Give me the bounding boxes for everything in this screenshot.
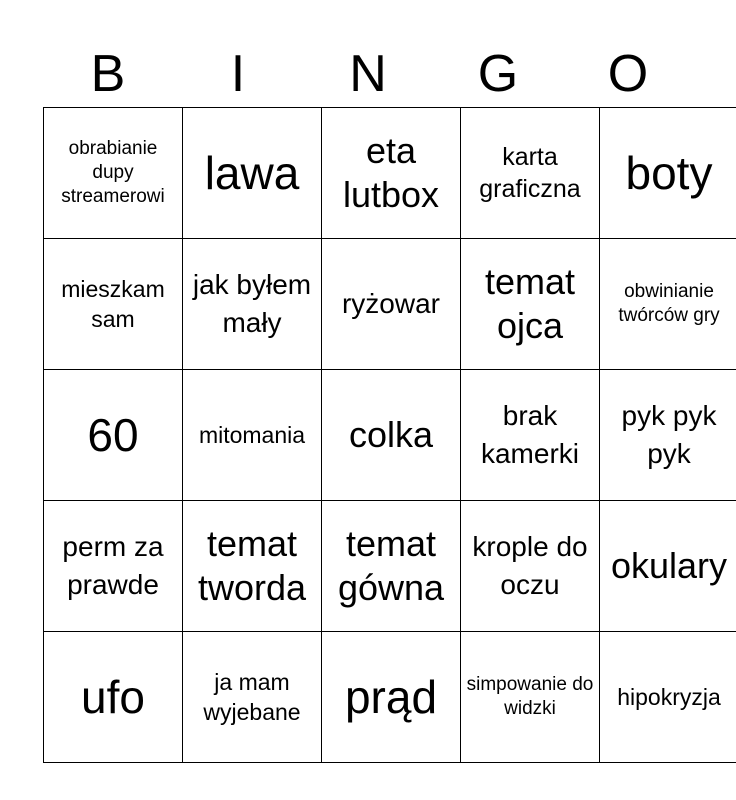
bingo-cell[interactable]: colka xyxy=(322,370,461,501)
bingo-cell[interactable]: obrabianie dupy streamerowi xyxy=(44,108,183,239)
bingo-header xyxy=(43,40,693,108)
bingo-cell[interactable]: temat tworda xyxy=(183,501,322,632)
header-letter-n: N xyxy=(349,45,387,103)
board-row xyxy=(44,370,736,501)
bingo-board xyxy=(43,107,736,763)
board-row xyxy=(44,501,736,632)
bingo-cell[interactable]: krople do oczu xyxy=(461,501,600,632)
header-letter-i: I xyxy=(230,45,246,103)
bingo-cell[interactable]: eta lutbox xyxy=(322,108,461,239)
bingo-cell[interactable]: mieszkam sam xyxy=(44,239,183,370)
bingo-cell[interactable]: jak byłem mały xyxy=(183,239,322,370)
bingo-cell[interactable]: 60 xyxy=(44,370,183,501)
bingo-cell[interactable]: pyk pyk pyk xyxy=(600,370,736,501)
board-row xyxy=(44,108,736,239)
bingo-cell[interactable]: simpowanie do widzki xyxy=(461,632,600,763)
bingo-cell[interactable]: brak kamerki xyxy=(461,370,600,501)
header-letter-o: O xyxy=(607,45,649,103)
bingo-cell[interactable]: temat ojca xyxy=(461,239,600,370)
bingo-cell[interactable]: okulary xyxy=(600,501,736,632)
bingo-cell[interactable]: ufo xyxy=(44,632,183,763)
header-letter-g: G xyxy=(477,45,519,103)
bingo-cell[interactable]: ja mam wyjebane xyxy=(183,632,322,763)
bingo-cell[interactable]: lawa xyxy=(183,108,322,239)
bingo-cell[interactable]: karta graficzna xyxy=(461,108,600,239)
bingo-cell[interactable]: obwinianie twórców gry xyxy=(600,239,736,370)
board-row xyxy=(44,239,736,370)
bingo-cell[interactable]: mitomania xyxy=(183,370,322,501)
bingo-cell[interactable]: hipokryzja xyxy=(600,632,736,763)
bingo-cell[interactable]: temat gówna xyxy=(322,501,461,632)
bingo-cell[interactable]: ryżowar xyxy=(322,239,461,370)
bingo-cell[interactable]: boty xyxy=(600,108,736,239)
board-row xyxy=(44,632,736,763)
header-letter-b: B xyxy=(90,45,126,103)
bingo-cell[interactable]: perm za prawde xyxy=(44,501,183,632)
bingo-cell[interactable]: prąd xyxy=(322,632,461,763)
